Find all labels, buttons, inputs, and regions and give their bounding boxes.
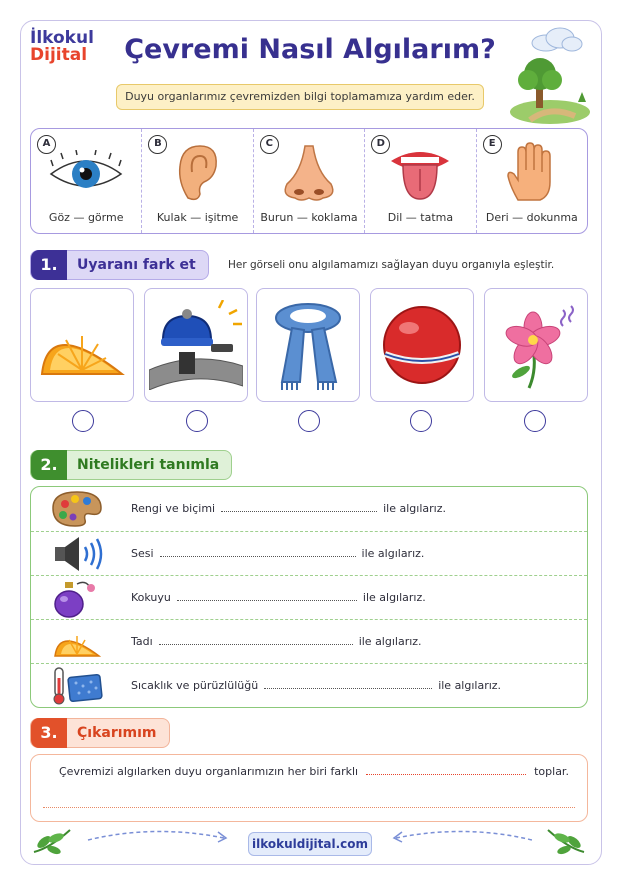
section2-number: 2. xyxy=(31,450,67,480)
footer-website[interactable]: ilkokuldijital.com xyxy=(248,832,372,856)
quality-row xyxy=(31,575,587,619)
senses-panel xyxy=(30,128,588,234)
brand-line2: Dijital xyxy=(30,45,88,65)
eye-icon xyxy=(47,150,125,196)
quality-prefix: Sıcaklık ve pürüzlülüğü xyxy=(131,679,259,692)
section1-instruction: Her görseli onu algılamamızı sağlayan duyu organıyla eşleştir. xyxy=(228,259,555,271)
ear-icon xyxy=(174,142,222,204)
brand-line1: İlkokul xyxy=(30,28,94,48)
quality-suffix: ile algılarız. xyxy=(358,635,422,648)
speaker-icon xyxy=(51,535,103,573)
quality-suffix: ile algılarız. xyxy=(362,591,426,604)
sense-card-hand xyxy=(477,129,587,233)
sense-caption: Dil — tatma xyxy=(387,211,454,224)
section2-header xyxy=(30,450,232,480)
flower-icon xyxy=(493,300,579,390)
scarf-icon xyxy=(266,298,350,392)
quality-suffix: ile algılarız. xyxy=(383,502,446,515)
page-subtitle: Duyu organlarımız çevremizden bilgi toplamamıza yardım eder. xyxy=(116,84,484,110)
dashed-arrow-icon xyxy=(386,826,536,846)
conclusion-prefix: Çevremizi algılarken duyu organlarımızın her biri farklı xyxy=(59,765,359,778)
section3-title: Çıkarımım xyxy=(77,725,157,741)
answer-blank[interactable] xyxy=(177,591,357,601)
option-letter: E xyxy=(483,135,502,154)
leaf-icon xyxy=(544,826,588,856)
dashed-arrow-icon xyxy=(84,826,234,846)
hand-icon xyxy=(504,142,560,204)
stimulus-card-scarf[interactable] xyxy=(256,288,360,402)
sense-caption: Deri — dokunma xyxy=(485,211,578,224)
quality-row xyxy=(31,619,587,663)
answer-line[interactable] xyxy=(43,807,575,808)
answer-circle-4[interactable] xyxy=(410,410,432,432)
sense-caption: Kulak — işitme xyxy=(156,211,239,224)
answer-blank[interactable] xyxy=(159,635,353,645)
sense-caption: Göz — görme xyxy=(48,211,124,224)
sense-card-ear xyxy=(142,129,253,233)
paint-palette-icon xyxy=(51,490,103,528)
quality-prefix: Kokuyu xyxy=(131,591,171,604)
stimulus-card-orange[interactable] xyxy=(30,288,134,402)
section3-header xyxy=(30,718,170,748)
page-title: Çevremi Nasıl Algılarım? xyxy=(124,34,496,65)
orange-slice-icon xyxy=(53,624,101,660)
option-letter: A xyxy=(37,135,56,154)
option-letter: D xyxy=(371,135,390,154)
answer-circle-5[interactable] xyxy=(524,410,546,432)
quality-prefix: Tadı xyxy=(131,635,153,648)
quality-suffix: ile algılarız. xyxy=(438,679,502,692)
answer-circle-3[interactable] xyxy=(298,410,320,432)
orange-slice-icon xyxy=(38,310,126,380)
stimulus-card-ball[interactable] xyxy=(370,288,474,402)
stimulus-card-bell[interactable] xyxy=(144,288,248,402)
quality-row xyxy=(31,487,587,531)
sense-card-nose xyxy=(254,129,365,233)
answer-blank[interactable] xyxy=(160,547,356,557)
ball-icon xyxy=(381,304,463,386)
section3-number: 3. xyxy=(31,718,67,748)
conclusion-suffix: toplar. xyxy=(534,765,569,778)
quality-prefix: Sesi xyxy=(131,547,154,560)
section1-header xyxy=(30,250,209,280)
quality-row xyxy=(31,531,587,575)
perfume-bottle-icon xyxy=(51,578,103,618)
sense-caption: Burun — koklama xyxy=(260,211,358,224)
qualities-table xyxy=(30,486,588,708)
section1-number: 1. xyxy=(31,250,67,280)
thermometer-sponge-icon xyxy=(49,666,105,706)
option-letter: B xyxy=(148,135,167,154)
answer-circle-1[interactable] xyxy=(72,410,94,432)
answer-blank[interactable] xyxy=(366,765,526,775)
leaf-icon xyxy=(30,826,74,856)
answer-blank[interactable] xyxy=(221,502,377,512)
bicycle-bell-icon xyxy=(149,300,243,390)
quality-prefix: Rengi ve biçimi xyxy=(131,502,216,515)
tree-landscape-icon xyxy=(500,50,592,126)
answer-blank[interactable] xyxy=(264,679,432,689)
answer-circle-2[interactable] xyxy=(186,410,208,432)
cloud-icon xyxy=(528,26,584,52)
sense-card-tongue xyxy=(365,129,476,233)
sense-card-eye xyxy=(31,129,142,233)
stimulus-card-flower[interactable] xyxy=(484,288,588,402)
conclusion-box xyxy=(30,754,588,822)
section2-title: Nitelikleri tanımla xyxy=(77,457,220,473)
option-letter: C xyxy=(260,135,279,154)
nose-icon xyxy=(279,142,339,204)
section1-title: Uyaranı fark et xyxy=(77,257,196,273)
quality-suffix: ile algılarız. xyxy=(361,547,425,560)
quality-row xyxy=(31,663,587,707)
tongue-icon xyxy=(387,143,453,203)
